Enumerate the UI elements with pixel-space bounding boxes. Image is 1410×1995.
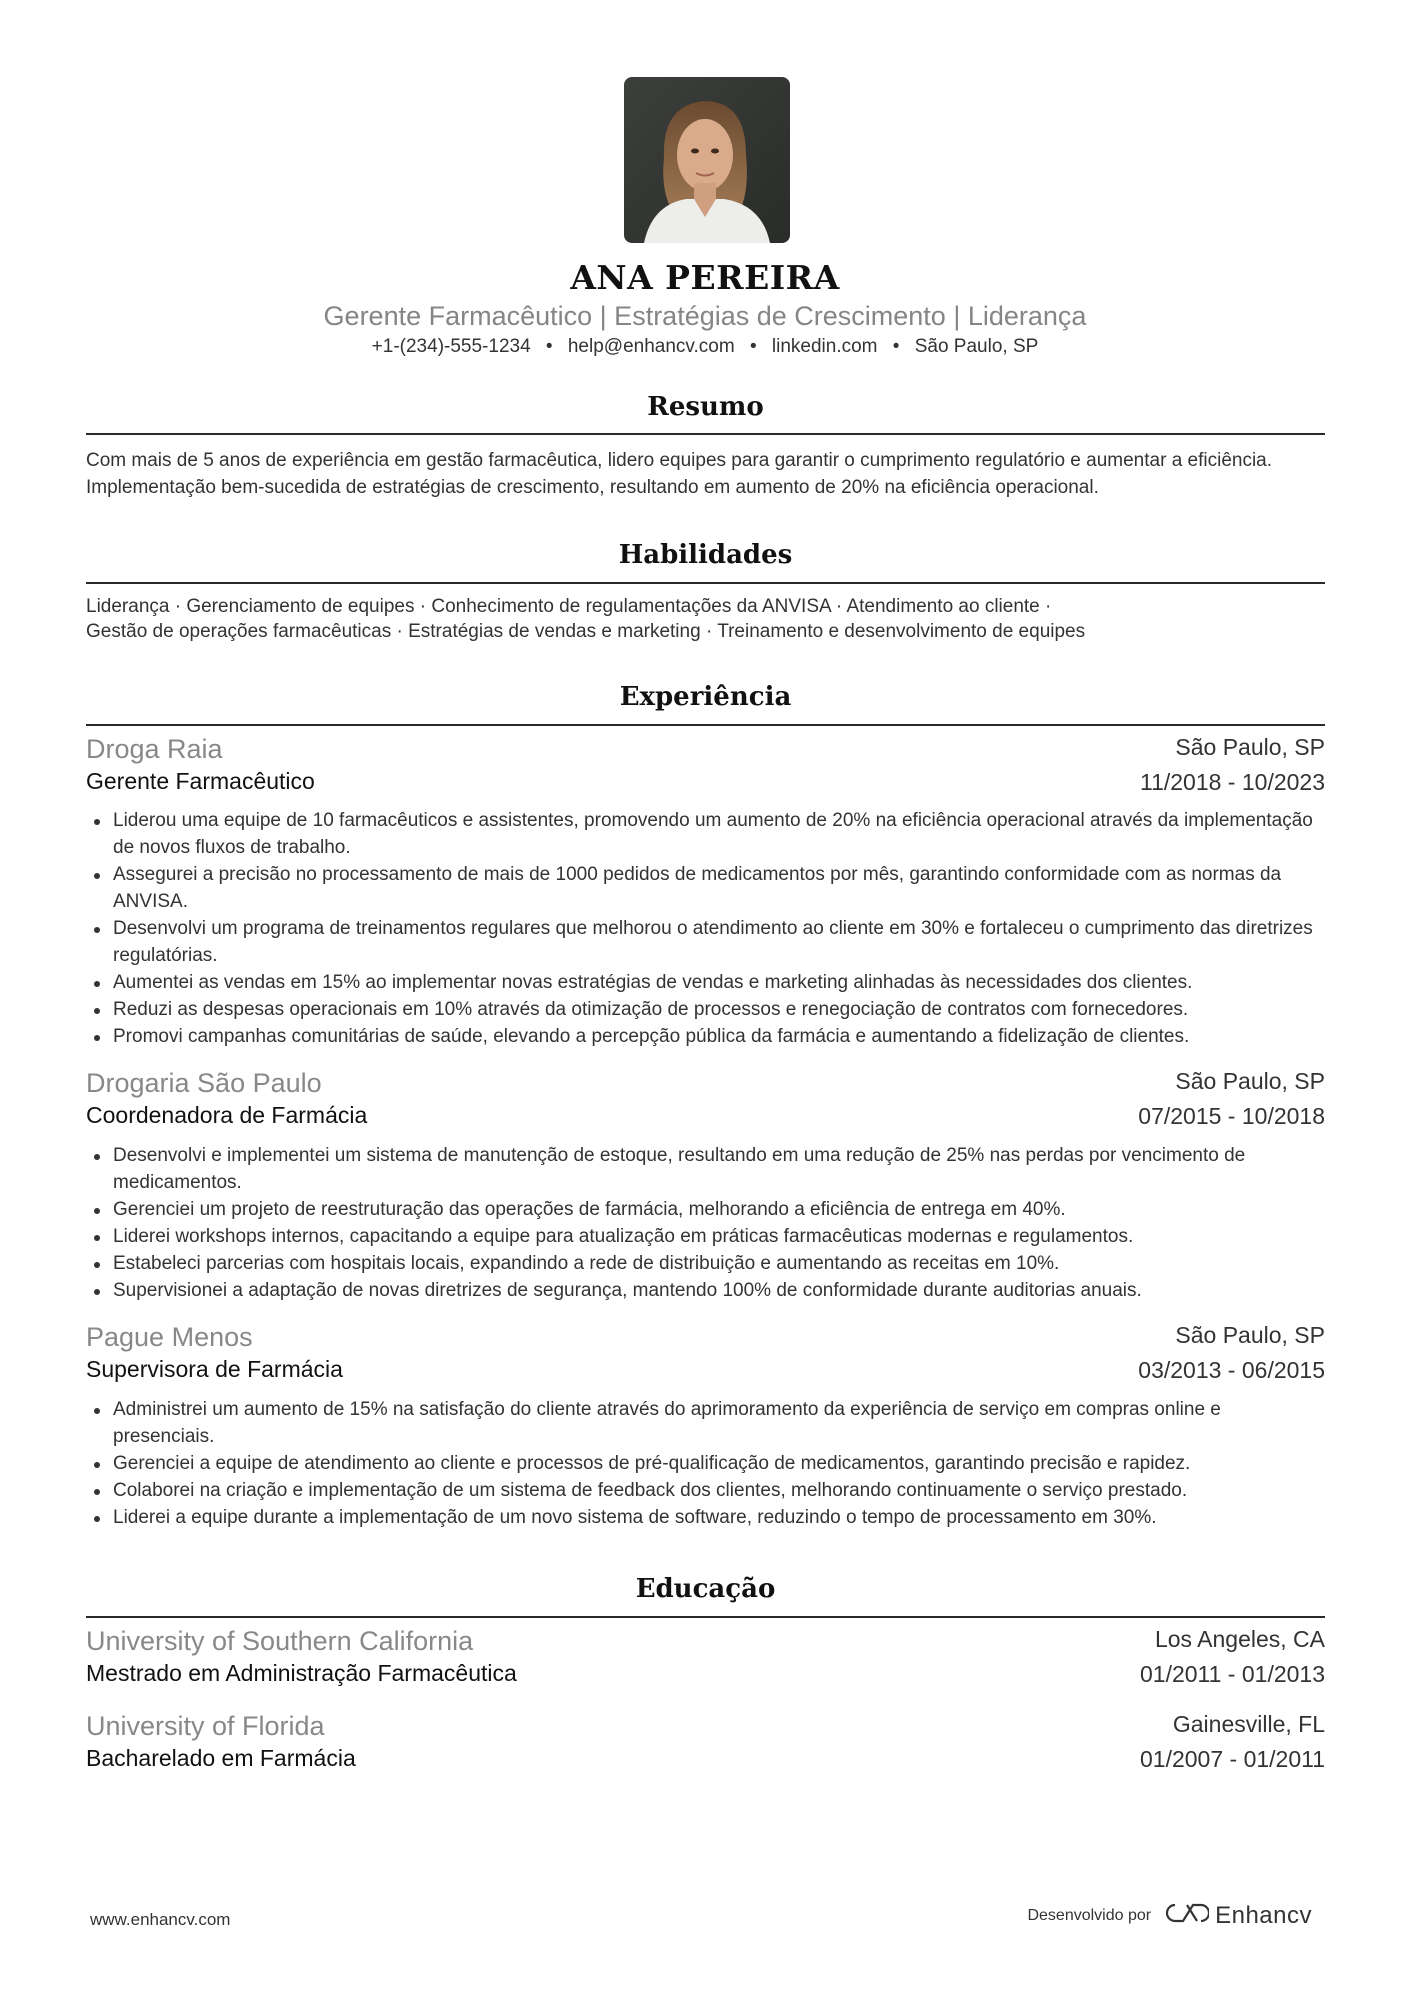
- list-item: Desenvolvi e implementei um sistema de manutenção de estoque, resultando em uma redução de 25% nas perdas por vencimento de medicamentos.: [86, 1142, 1325, 1196]
- job-location: São Paulo, SP: [1175, 1322, 1325, 1348]
- summary-text: Com mais de 5 anos de experiência em gestão farmacêutica, lidero equipes para garantir o cumprimento regulatório e aumentar a eficiência. Implementação bem-sucedida de estratégias de crescimento, resultando em aumento de 20% na eficiência operacional.: [86, 450, 1273, 498]
- job-dates: 07/2015 - 10/2018: [1138, 1103, 1325, 1129]
- skills-title: Habilidades: [618, 540, 793, 570]
- list-item: Liderei a equipe durante a implementação de um novo sistema de software, reduzindo o tempo de processamento em 30%.: [86, 1504, 1325, 1531]
- school-name: University of Southern California: [86, 1626, 474, 1656]
- job-bullets: [86, 807, 1325, 1050]
- linkedin[interactable]: linkedin.com: [771, 336, 878, 357]
- footer-website[interactable]: www.enhancv.com: [90, 1910, 231, 1929]
- footer-branding: [1027, 1901, 1312, 1930]
- skills-line: Liderança · Gerenciamento de equipes · Conhecimento de regulamentações da ANVISA · Atendimento ao cliente ·: [86, 596, 1052, 617]
- school-name: University of Florida: [86, 1711, 325, 1741]
- job-dates: 03/2013 - 06/2015: [1138, 1357, 1325, 1383]
- separator: •: [892, 336, 900, 357]
- education-title: Educação: [635, 1574, 776, 1604]
- job-role: Gerente Farmacêutico: [86, 768, 315, 794]
- job-header: [86, 1068, 1325, 1129]
- education-header: [86, 1626, 1325, 1687]
- list-item: Gerenciei a equipe de atendimento ao cliente e processos de pré-qualificação de medicamentos, garantindo precisão e rapidez.: [86, 1450, 1325, 1477]
- company-name: Droga Raia: [86, 734, 223, 764]
- job-location: São Paulo, SP: [1175, 1068, 1325, 1094]
- education-dates: 01/2011 - 01/2013: [1139, 1661, 1325, 1687]
- job-header: [86, 1322, 1325, 1383]
- company-name: Drogaria São Paulo: [86, 1068, 322, 1098]
- location: São Paulo, SP: [914, 336, 1039, 357]
- profile-photo: [624, 77, 790, 243]
- job-header: [86, 734, 1325, 795]
- list-item: Gerenciei um projeto de reestruturação das operações de farmácia, melhorando a eficiência de entrega em 40%.: [86, 1196, 1325, 1223]
- list-item: Aumentei as vendas em 15% ao implementar novas estratégias de vendas e marketing alinhadas às necessidades dos clientes.: [86, 969, 1325, 996]
- email[interactable]: help@enhancv.com: [567, 336, 735, 357]
- school-location: Los Angeles, CA: [1154, 1626, 1325, 1652]
- company-name: Pague Menos: [86, 1322, 253, 1352]
- list-item: Assegurei a precisão no processamento de mais de 1000 pedidos de medicamentos por mês, garantindo conformidade com as normas da ANVISA.: [86, 861, 1325, 915]
- experience-title: Experiência: [619, 682, 792, 712]
- list-item: Reduzi as despesas operacionais em 10% através da otimização de processos e renegociação de contratos com fornecedores.: [86, 996, 1325, 1023]
- separator: •: [545, 336, 553, 357]
- job-bullets: [86, 1396, 1325, 1531]
- list-item: Colaborei na criação e implementação de um sistema de feedback dos clientes, melhorando continuamente o serviço prestado.: [86, 1477, 1325, 1504]
- degree: Mestrado em Administração Farmacêutica: [86, 1660, 517, 1686]
- phone: +1-(234)-555-1234: [371, 336, 531, 357]
- contact-line: [0, 336, 1410, 358]
- enhancv-logo-icon: [1163, 1901, 1209, 1930]
- job-dates: 11/2018 - 10/2023: [1139, 769, 1325, 795]
- section-divider: [86, 724, 1325, 726]
- separator: •: [749, 336, 757, 357]
- list-item: Administrei um aumento de 15% na satisfação do cliente através do aprimoramento da experiência de serviço em compras online e presenciais.: [86, 1396, 1325, 1450]
- list-item: Promovi campanhas comunitárias de saúde, elevando a percepção pública da farmácia e aumentando a fidelização de clientes.: [86, 1023, 1325, 1050]
- section-divider: [86, 582, 1325, 584]
- education-dates: 01/2007 - 01/2011: [1139, 1746, 1325, 1772]
- skills-line: Gestão de operações farmacêuticas · Estratégias de vendas e marketing · Treinamento e desenvolvimento de equipes: [86, 621, 1086, 642]
- list-item: Desenvolvi um programa de treinamentos regulares que melhorou o atendimento ao cliente em 30% e fortaleceu o cumprimento das diretrizes regulatórias.: [86, 915, 1325, 969]
- list-item: Liderei workshops internos, capacitando a equipe para atualização em práticas farmacêuticas modernas e regulamentos.: [86, 1223, 1325, 1250]
- degree: Bacharelado em Farmácia: [86, 1745, 356, 1771]
- job-location: São Paulo, SP: [1175, 734, 1325, 760]
- summary-title: Resumo: [647, 392, 764, 422]
- skills-list: [86, 594, 1325, 644]
- section-divider: [86, 433, 1325, 435]
- list-item: Estabeleci parcerias com hospitais locais, expandindo a rede de distribuição e aumentando as receitas em 10%.: [86, 1250, 1325, 1277]
- job-bullets: [86, 1142, 1325, 1304]
- headline: Gerente Farmacêutico | Estratégias de Crescimento | Liderança: [323, 301, 1087, 331]
- section-divider: [86, 1616, 1325, 1618]
- job-role: Coordenadora de Farmácia: [86, 1102, 368, 1128]
- school-location: Gainesville, FL: [1172, 1711, 1325, 1737]
- list-item: Liderou uma equipe de 10 farmacêuticos e assistentes, promovendo um aumento de 20% na eficiência operacional através da implementação de novos fluxos de trabalho.: [86, 807, 1325, 861]
- brand-name: Enhancv: [1215, 1901, 1312, 1929]
- education-header: [86, 1711, 1325, 1772]
- list-item: Supervisionei a adaptação de novas diretrizes de segurança, mantendo 100% de conformidade durante auditorias anuais.: [86, 1277, 1325, 1304]
- job-role: Supervisora de Farmácia: [86, 1356, 343, 1382]
- powered-by-label: Desenvolvido por: [1027, 1906, 1152, 1924]
- candidate-name: ANA PEREIRA: [570, 258, 840, 297]
